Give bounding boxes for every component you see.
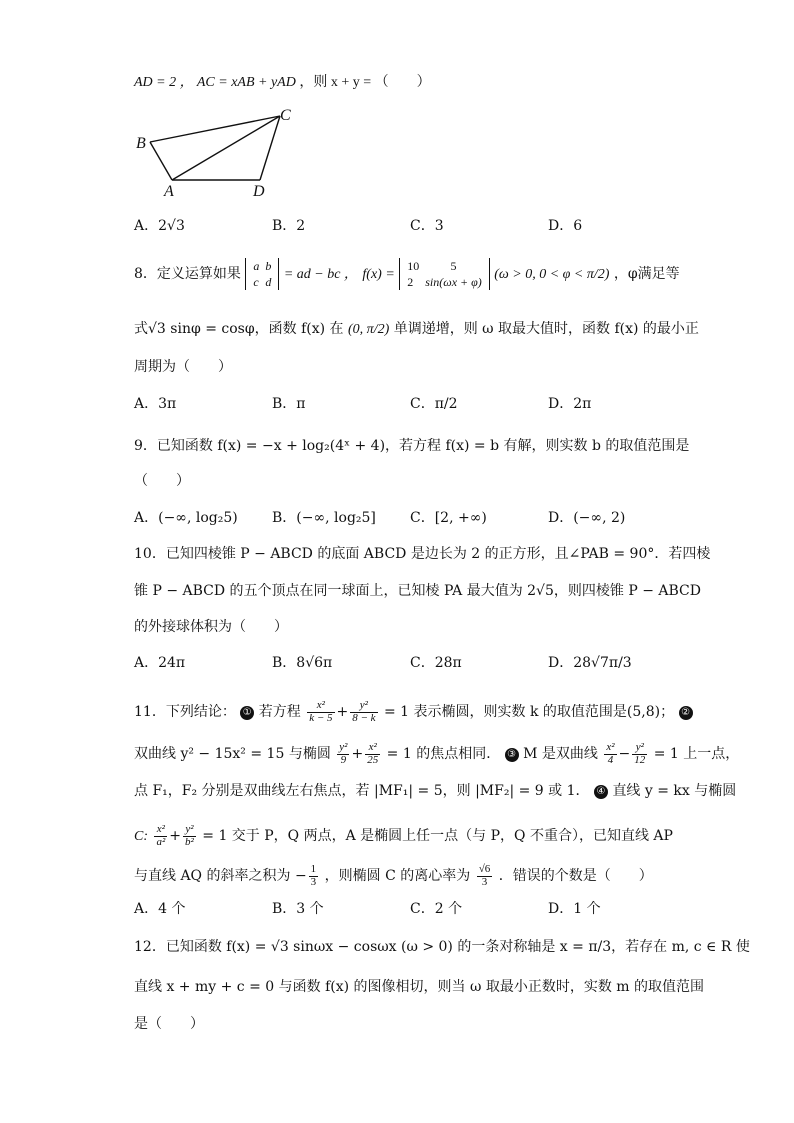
q7-option-d[interactable]: D．6 <box>548 218 583 234</box>
q11-line5-a: 与直线 AQ 的斜率之积为 − <box>134 868 307 885</box>
figure-diagonal-AC <box>172 116 280 180</box>
det-d: d <box>265 275 272 290</box>
q8-determinant <box>245 258 279 290</box>
q11-line2-b: = 1 的焦点相同． <box>386 746 501 763</box>
q11-line-1: 11．下列结论： ① 若方程 $\frac{\text{x²}}{k - 5}$ + $\frac{\text{y²}}{8 - k}$ = 1 表示椭圆，则实数 k 的取值范围是(5,8)； ② <box>134 700 693 724</box>
q10-option-a[interactable]: A．24π <box>134 655 186 671</box>
q11-line1-c: = 1 表示椭圆，则实数 k 的取值范围是(5,8)； <box>384 704 675 721</box>
figure-label-B: B <box>136 135 146 152</box>
matrix-sin: sin(ωx + φ) <box>425 275 482 290</box>
q7-stem-suffix: ，则 x + y = （ ） <box>299 75 431 90</box>
q11-line2-a: 双曲线 y² − 15x² = 15 与椭圆 <box>134 746 331 763</box>
q8-line2-b: 单调递增，则 ω 取最大值时，函数 f(x) 的最小正 <box>393 321 699 337</box>
q10-line-2: 锥 P − ABCD 的五个顶点在同一球面上，已知棱 PA 最大值为 2√5，则四棱锥 P − ABCD <box>134 583 701 599</box>
det-a: a <box>253 259 260 273</box>
q12-line-1: 12．已知函数 f(x) = √3 sinωx − cosωx (ω > 0) 的一条对称轴是 x = π/3，若存在 m, c ∈ R 使 <box>134 939 750 955</box>
figure-edge-BA <box>150 142 172 180</box>
q10-option-d[interactable]: D．28√7π/3 <box>548 655 632 671</box>
q12-line-3: 是（ ） <box>134 1016 204 1032</box>
det-c: c <box>253 275 259 290</box>
q11-option-d[interactable]: D．1 个 <box>548 901 601 917</box>
q9-option-b[interactable]: B．(−∞, log₂5] <box>272 510 376 526</box>
q9-line-1: 9．已知函数 f(x) = −x + log₂(4ˣ + 4)，若方程 f(x) = b 有解，则实数 b 的取值范围是 <box>134 438 690 454</box>
q11-line2-c: M 是双曲线 <box>523 746 598 763</box>
q7-option-b[interactable]: B．2 <box>272 218 306 234</box>
q7-stem <box>134 76 431 90</box>
q7-option-a[interactable]: A．2√3 <box>134 218 185 234</box>
quadrilateral-figure <box>130 104 300 200</box>
q12-line-2: 直线 x + my + c = 0 与函数 f(x) 的图像相切，则当 ω 取最小正数时，实数 m 的取值范围 <box>134 979 705 995</box>
q7-vector-equation: AC = xAB + yAD <box>196 75 296 90</box>
circled-3-icon: ③ <box>505 748 519 762</box>
q8-det-definition: = ad − bc ， <box>283 267 358 283</box>
q9-option-d[interactable]: D．(−∞, 2) <box>548 510 626 526</box>
matrix-2: 2 <box>407 275 414 290</box>
q7-option-c[interactable]: C．3 <box>410 218 444 234</box>
q8-line-3: 周期为（ ） <box>134 359 232 375</box>
circled-2-icon: ② <box>679 706 693 720</box>
matrix-10: 10 <box>407 259 420 273</box>
q8-tail: ，φ满足等 <box>613 266 680 283</box>
q11-option-c[interactable]: C．2 个 <box>410 901 463 917</box>
det-b: b <box>265 259 272 273</box>
q9-option-a[interactable]: A．(−∞, log₂5) <box>134 510 238 526</box>
q11-line3-b: 直线 y = kx 与椭圆 <box>612 783 737 799</box>
q8-condition: (ω > 0, 0 < φ < π/2) <box>494 267 610 283</box>
q11-line4-b: = 1 交于 P，Q 两点，A 是椭圆上任一点（与 P，Q 不重合），已知直线 AP <box>202 828 673 845</box>
q8-number: 8．定义运算如果 <box>134 266 241 283</box>
q8-line-1 <box>134 258 680 290</box>
figure-edge-BC <box>150 116 280 142</box>
circled-4-icon: ④ <box>594 785 608 799</box>
q11-line-4: C: $\frac{\text{x²}}{\text{a²}}$ + $\frac{\text{y²}}{\text{b²}}$ = 1 交于 P，Q 两点，A 是椭圆上任一点（与 P，Q 不重合），已知直线 AP <box>134 823 673 848</box>
q10-option-b[interactable]: B．8√6π <box>272 655 333 671</box>
figure-label-D: D <box>253 183 265 200</box>
q11-line4-a: C: <box>134 829 148 845</box>
q11-line-3 <box>134 784 736 799</box>
q8-option-b[interactable]: B．π <box>272 396 306 412</box>
q8-interval: (0, π/2) <box>348 322 390 337</box>
q9-line-2: （ ） <box>134 473 190 489</box>
figure-label-C: C <box>280 107 291 124</box>
q10-line-3: 的外接球体积为（ ） <box>134 619 288 635</box>
q8-line2-a: 式√3 sinφ = cosφ，函数 f(x) 在 <box>134 321 344 337</box>
q11-line-5: 与直线 AQ 的斜率之积为 − $\frac{1}{3}$ ，则椭圆 C 的离心率为 $\frac{√6}{3}$ ．错误的个数是（ ） <box>134 863 653 888</box>
q8-line-2 <box>134 322 699 337</box>
q8-option-a[interactable]: A．3π <box>134 396 177 412</box>
q11-option-b[interactable]: B．3 个 <box>272 901 324 917</box>
q10-line-1: 10．已知四棱锥 P − ABCD 的底面 ABCD 是边长为 2 的正方形，且∠PAB = 90°．若四棱 <box>134 546 711 562</box>
q8-option-c[interactable]: C．π/2 <box>410 396 458 412</box>
q11-line1-b: 若方程 <box>258 704 301 721</box>
q11-line-2: 双曲线 y² − 15x² = 15 与椭圆 $\frac{\text{y²}}{9}$ + $\frac{\text{x²}}{25}$ = 1 的焦点相同． ③ M 是双曲线 $\frac{\text{x²}}{4}$ − $\frac{\text{y²}}{12}$ = 1 上一点， <box>134 741 740 766</box>
figure-label-A: A <box>164 183 174 200</box>
q8-f-matrix <box>399 258 490 290</box>
q9-option-c[interactable]: C．[2, +∞) <box>410 510 487 526</box>
q7-stem-prefix: AD = 2 ， <box>134 75 194 90</box>
q11-line5-b: ，则椭圆 C 的离心率为 <box>324 868 471 885</box>
q11-line3-a: 点 F₁，F₂ 分别是双曲线左右焦点，若 |MF₁| = 5，则 |MF₂| = 9 或 1． <box>134 783 590 799</box>
circled-1-icon: ① <box>240 706 254 720</box>
q8-f-prefix: f(x) = <box>362 267 395 283</box>
q11-line5-c: ．错误的个数是（ ） <box>498 868 653 885</box>
q11-intro: 11．下列结论： <box>134 704 236 721</box>
matrix-5: 5 <box>450 259 457 273</box>
q11-option-a[interactable]: A．4 个 <box>134 901 186 917</box>
q10-option-c[interactable]: C．28π <box>410 655 462 671</box>
q11-line2-d: = 1 上一点， <box>653 746 740 763</box>
q8-option-d[interactable]: D．2π <box>548 396 592 412</box>
